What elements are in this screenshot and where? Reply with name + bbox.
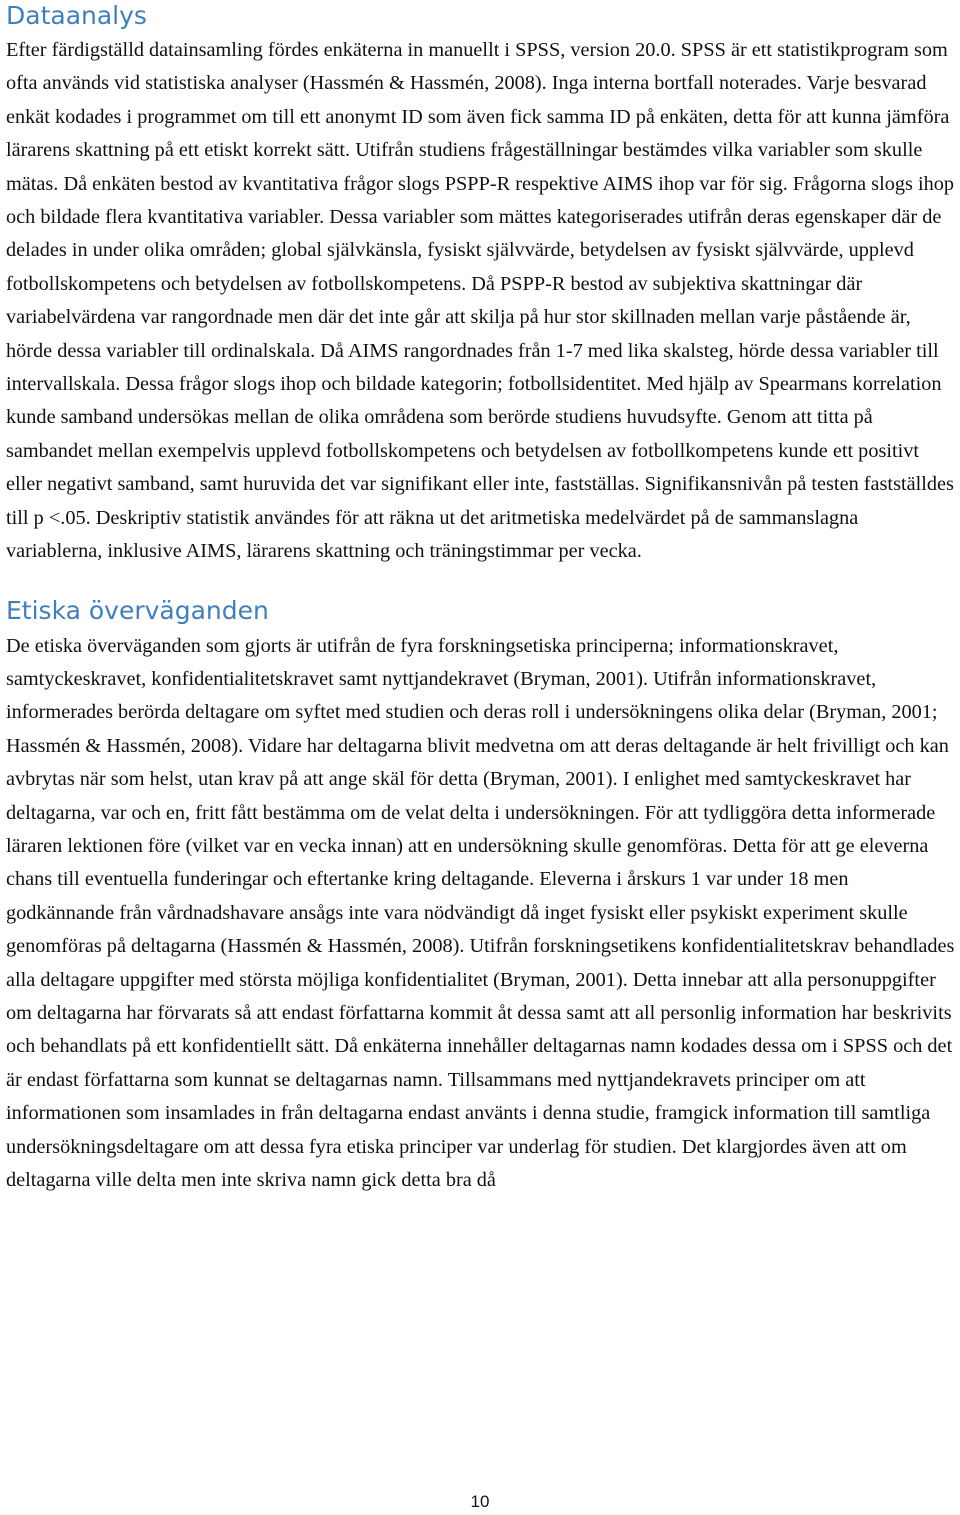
section-heading-etiska-overvaganden: Etiska överväganden: [6, 595, 269, 625]
paragraph-dataanalys: Efter färdigställd datainsamling fördes enkäterna in manuellt i SPSS, version 20.0. SPSS är ett statistikprogram som ofta används vid statistiska analyser (Hassmén & Hassmén, 2008). Inga interna bortfall noterades. Varje besvarad enkät kodades i programmet om till ett anonymt ID som även fick samma ID på enkäten, detta för att kunna jämföra lärarens skattning på ett etiskt korrekt sätt. Utifrån studiens frågeställningar bestämdes vilka variabler som skulle mätas. Då enkäten bestod av kvantitativa frågor slogs PSPP-R respektive AIMS ihop var för sig. Frågorna slogs ihop och bildade flera kvantitativa variabler. Dessa variabler som mättes kategoriserades utifrån deras egenskaper där de delades in under olika områden; global självkänsla, fysiskt självvärde, betydelsen av fysiskt självvärde, upplevd fotbollskompetens och betydelsen av fotbollskompetens. Då PSPP-R bestod av subjektiva skattningar där variabelvärdena var rangordnade men där det inte går att skilja på hur stor skillnaden mellan varje påstående är, hörde dessa variabler till ordinalskala. Då AIMS rangordnades från 1-7 med lika skalsteg, hörde dessa variabler till intervallskala. Dessa frågor slogs ihop och bildade kategorin; fotbollsidentitet. Med hjälp av Spearmans korrelation kunde samband undersökas mellan de olika områdena som berörde studiens huvudsyfte. Genom att titta på sambandet mellan exempelvis upplevd fotbollskompetens och betydelsen av fotbollkompetens kunde ett positivt eller negativt samband, samt huruvida det var signifikant eller inte, fastställas. Signifikansnivån på testen fastställdes till p <.05. Deskriptiv statistik användes för att räkna ut det aritmetiska medelvärdet på de sammanslagna variablerna, inklusive AIMS, lärarens skattning och träningstimmar per vecka.: [6, 39, 955, 563]
section-heading-dataanalys: Dataanalys: [6, 1, 147, 30]
page-number: 10: [470, 1492, 490, 1511]
paragraph-etiska-overvaganden: De etiska överväganden som gjorts är utifrån de fyra forskningsetiska principerna; informationskravet, samtyckeskravet, konfidentialitetskravet samt nyttjandekravet (Bryman, 2001). Utifrån informationskravet, informerades berörda deltagare om syftet med studien och deras roll i undersökningens olika delar (Bryman, 2001; Hassmén & Hassmén, 2008). Vidare har deltagarna blivit medvetna om att deras deltagande är helt frivilligt och kan avbrytas när som helst, utan krav på att ange skäl för detta (Bryman, 2001). I enlighet med samtyckeskravet har deltagarna, var och en, fritt fått bestämma om de velat delta i undersökningen. För att tydliggöra detta informerade läraren lektionen före (vilket var en vecka innan) att en undersökning skulle genomföras. Detta för att ge eleverna chans till eventuella funderingar och eftertanke kring deltagande. Eleverna i årskurs 1 var under 18 men godkännande från vårdnadshavare ansågs inte vara nödvändigt då inget fysiskt eller psykiskt experiment skulle genomföras på deltagarna (Hassmén & Hassmén, 2008). Utifrån forskningsetikens konfidentialitetskrav behandlades alla deltagare uppgifter med största möjliga konfidentialitet (Bryman, 2001). Detta innebar att alla personuppgifter om deltagarna har förvarats så att endast författarna kommit åt dessa samt att all personlig information har beskrivits och behandlats på ett konfidentiellt sätt. Då enkäterna innehåller deltagarnas namn kodades dessa om i SPSS och det är endast författarna som kunnat se deltagarnas namn. Tillsammans med nyttjandekravets principer om att informationen som insamlades in från deltagarna endast använts i denna studie, framgick information till samtliga undersökningsdeltagare om att dessa fyra etiska principer var underlag för studien. Det klargjordes även att om deltagarna ville delta men inte skriva namn gick detta bra då: [6, 634, 955, 1191]
